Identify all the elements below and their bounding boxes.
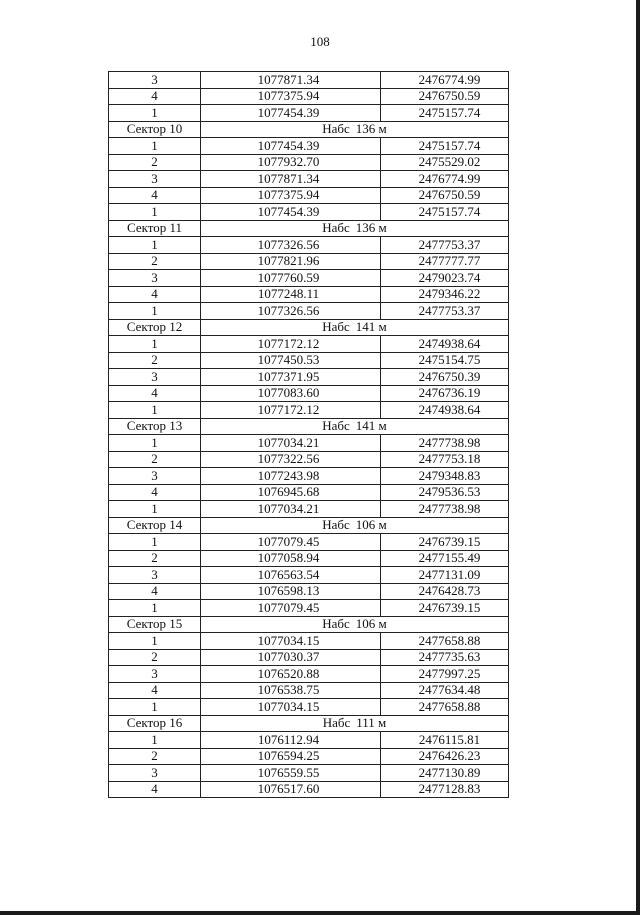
- point-number: 1: [109, 204, 201, 221]
- point-number: 3: [109, 270, 201, 287]
- y-coordinate: 2477130.89: [381, 765, 509, 782]
- sector-name: Сектор 15: [109, 616, 201, 633]
- sector-header-row: [109, 715, 509, 732]
- habs-label: Набс: [322, 418, 350, 434]
- x-coordinate: 1077760.59: [201, 270, 381, 287]
- x-coordinate: 1077326.56: [201, 237, 381, 254]
- habs-value: 141 м: [355, 418, 387, 434]
- sector-header-row: [109, 121, 509, 138]
- point-number: 4: [109, 88, 201, 105]
- x-coordinate: 1077083.60: [201, 385, 381, 402]
- point-number: 4: [109, 583, 201, 600]
- y-coordinate: 2477155.49: [381, 550, 509, 567]
- sector-height: [201, 319, 509, 336]
- x-coordinate: 1077172.12: [201, 336, 381, 353]
- point-number: 1: [109, 336, 201, 353]
- sector-height: [201, 418, 509, 435]
- habs-label: Набс: [322, 319, 350, 335]
- y-coordinate: 2479348.83: [381, 468, 509, 485]
- y-coordinate: 2475154.75: [381, 352, 509, 369]
- x-coordinate: 1077322.56: [201, 451, 381, 468]
- habs-value: 106 м: [355, 616, 387, 632]
- y-coordinate: 2477735.63: [381, 649, 509, 666]
- sector-name: Сектор 12: [109, 319, 201, 336]
- point-number: 4: [109, 187, 201, 204]
- y-coordinate: 2479023.74: [381, 270, 509, 287]
- x-coordinate: 1077248.11: [201, 286, 381, 303]
- y-coordinate: 2477131.09: [381, 567, 509, 584]
- sector-height: [201, 517, 509, 534]
- table-row: [109, 286, 509, 303]
- point-number: 1: [109, 237, 201, 254]
- y-coordinate: 2477777.77: [381, 253, 509, 270]
- point-number: 1: [109, 435, 201, 452]
- point-number: 4: [109, 286, 201, 303]
- sector-coordinates-table: [108, 71, 509, 798]
- habs-value: 106 м: [355, 517, 387, 533]
- point-number: 1: [109, 600, 201, 617]
- x-coordinate: 1077243.98: [201, 468, 381, 485]
- x-coordinate: 1077454.39: [201, 105, 381, 122]
- point-number: 1: [109, 699, 201, 716]
- point-number: 3: [109, 369, 201, 386]
- point-number: 4: [109, 484, 201, 501]
- x-coordinate: 1077371.95: [201, 369, 381, 386]
- table-row: [109, 435, 509, 452]
- point-number: 2: [109, 451, 201, 468]
- y-coordinate: 2476736.19: [381, 385, 509, 402]
- sector-header-row: [109, 319, 509, 336]
- x-coordinate: 1077450.53: [201, 352, 381, 369]
- point-number: 2: [109, 352, 201, 369]
- table-row: [109, 550, 509, 567]
- table-row: [109, 699, 509, 716]
- x-coordinate: 1077058.94: [201, 550, 381, 567]
- sector-name: Сектор 14: [109, 517, 201, 534]
- sector-height: [201, 616, 509, 633]
- point-number: 2: [109, 253, 201, 270]
- y-coordinate: 2476750.59: [381, 88, 509, 105]
- y-coordinate: 2476426.23: [381, 748, 509, 765]
- habs-value: 136 м: [355, 220, 387, 236]
- x-coordinate: 1077871.34: [201, 171, 381, 188]
- x-coordinate: 1076559.55: [201, 765, 381, 782]
- y-coordinate: 2476750.59: [381, 187, 509, 204]
- table-row: [109, 154, 509, 171]
- table-row: [109, 567, 509, 584]
- y-coordinate: 2474938.64: [381, 402, 509, 419]
- table-row: [109, 666, 509, 683]
- y-coordinate: 2477658.88: [381, 699, 509, 716]
- sector-height: [201, 715, 509, 732]
- table-body: [109, 72, 509, 798]
- point-number: 1: [109, 501, 201, 518]
- point-number: 1: [109, 633, 201, 650]
- x-coordinate: 1077932.70: [201, 154, 381, 171]
- point-number: 3: [109, 72, 201, 89]
- y-coordinate: 2479346.22: [381, 286, 509, 303]
- table-row: [109, 171, 509, 188]
- sector-height: [201, 121, 509, 138]
- x-coordinate: 1077821.96: [201, 253, 381, 270]
- y-coordinate: 2477634.48: [381, 682, 509, 699]
- table-row: [109, 72, 509, 89]
- table-row: [109, 583, 509, 600]
- sector-height: [201, 220, 509, 237]
- y-coordinate: 2475157.74: [381, 204, 509, 221]
- y-coordinate: 2474938.64: [381, 336, 509, 353]
- table-row: [109, 501, 509, 518]
- table-row: [109, 732, 509, 749]
- table-row: [109, 237, 509, 254]
- x-coordinate: 1077454.39: [201, 138, 381, 155]
- table-row: [109, 253, 509, 270]
- habs-label: Набс: [322, 715, 351, 731]
- habs-value: 136 м: [355, 121, 387, 137]
- table-row: [109, 303, 509, 320]
- table-row: [109, 270, 509, 287]
- point-number: 3: [109, 468, 201, 485]
- y-coordinate: 2475157.74: [381, 105, 509, 122]
- x-coordinate: 1076563.54: [201, 567, 381, 584]
- x-coordinate: 1076598.13: [201, 583, 381, 600]
- table-row: [109, 649, 509, 666]
- sector-header-row: [109, 220, 509, 237]
- table-row: [109, 682, 509, 699]
- habs-label: Набс: [322, 616, 350, 632]
- point-number: 1: [109, 732, 201, 749]
- y-coordinate: 2476739.15: [381, 600, 509, 617]
- point-number: 4: [109, 385, 201, 402]
- x-coordinate: 1077034.15: [201, 633, 381, 650]
- table-row: [109, 336, 509, 353]
- table-row: [109, 484, 509, 501]
- y-coordinate: 2477128.83: [381, 781, 509, 798]
- y-coordinate: 2477753.37: [381, 237, 509, 254]
- table-row: [109, 765, 509, 782]
- table-row: [109, 468, 509, 485]
- y-coordinate: 2477738.98: [381, 501, 509, 518]
- x-coordinate: 1077079.45: [201, 600, 381, 617]
- x-coordinate: 1076945.68: [201, 484, 381, 501]
- scan-edge-right: [636, 0, 640, 915]
- sector-name: Сектор 13: [109, 418, 201, 435]
- table-row: [109, 633, 509, 650]
- point-number: 4: [109, 781, 201, 798]
- point-number: 2: [109, 649, 201, 666]
- y-coordinate: 2476774.99: [381, 171, 509, 188]
- x-coordinate: 1077375.94: [201, 187, 381, 204]
- habs-label: Набс: [322, 220, 350, 236]
- table-row: [109, 138, 509, 155]
- y-coordinate: 2477658.88: [381, 633, 509, 650]
- y-coordinate: 2476428.73: [381, 583, 509, 600]
- table-row: [109, 187, 509, 204]
- x-coordinate: 1077172.12: [201, 402, 381, 419]
- x-coordinate: 1076517.60: [201, 781, 381, 798]
- x-coordinate: 1077871.34: [201, 72, 381, 89]
- x-coordinate: 1077375.94: [201, 88, 381, 105]
- sector-header-row: [109, 418, 509, 435]
- sector-name: Сектор 16: [109, 715, 201, 732]
- sector-name: Сектор 10: [109, 121, 201, 138]
- table-row: [109, 600, 509, 617]
- scan-edge-bottom: [0, 911, 640, 915]
- table-row: [109, 204, 509, 221]
- y-coordinate: 2477753.37: [381, 303, 509, 320]
- habs-label: Набс: [322, 121, 350, 137]
- x-coordinate: 1077034.21: [201, 501, 381, 518]
- table-row: [109, 105, 509, 122]
- point-number: 1: [109, 105, 201, 122]
- y-coordinate: 2475529.02: [381, 154, 509, 171]
- sector-header-row: [109, 517, 509, 534]
- point-number: 1: [109, 402, 201, 419]
- x-coordinate: 1076594.25: [201, 748, 381, 765]
- table-row: [109, 451, 509, 468]
- point-number: 3: [109, 765, 201, 782]
- point-number: 2: [109, 748, 201, 765]
- x-coordinate: 1077454.39: [201, 204, 381, 221]
- y-coordinate: 2476115.81: [381, 732, 509, 749]
- point-number: 1: [109, 138, 201, 155]
- x-coordinate: 1076112.94: [201, 732, 381, 749]
- point-number: 3: [109, 567, 201, 584]
- x-coordinate: 1077034.21: [201, 435, 381, 452]
- point-number: 3: [109, 171, 201, 188]
- y-coordinate: 2475157.74: [381, 138, 509, 155]
- table-row: [109, 534, 509, 551]
- x-coordinate: 1077034.15: [201, 699, 381, 716]
- point-number: 1: [109, 303, 201, 320]
- sector-header-row: [109, 616, 509, 633]
- x-coordinate: 1076538.75: [201, 682, 381, 699]
- sector-name: Сектор 11: [109, 220, 201, 237]
- table-row: [109, 369, 509, 386]
- x-coordinate: 1077030.37: [201, 649, 381, 666]
- table-row: [109, 385, 509, 402]
- x-coordinate: 1076520.88: [201, 666, 381, 683]
- y-coordinate: 2477997.25: [381, 666, 509, 683]
- point-number: 1: [109, 534, 201, 551]
- y-coordinate: 2476774.99: [381, 72, 509, 89]
- table-row: [109, 781, 509, 798]
- point-number: 3: [109, 666, 201, 683]
- y-coordinate: 2476739.15: [381, 534, 509, 551]
- table-row: [109, 352, 509, 369]
- y-coordinate: 2477738.98: [381, 435, 509, 452]
- habs-value: 111 м: [356, 715, 387, 731]
- habs-label: Набс: [322, 517, 350, 533]
- page-number: 108: [310, 34, 330, 49]
- x-coordinate: 1077326.56: [201, 303, 381, 320]
- point-number: 2: [109, 154, 201, 171]
- habs-value: 141 м: [355, 319, 387, 335]
- y-coordinate: 2479536.53: [381, 484, 509, 501]
- x-coordinate: 1077079.45: [201, 534, 381, 551]
- y-coordinate: 2477753.18: [381, 451, 509, 468]
- table-row: [109, 748, 509, 765]
- point-number: 2: [109, 550, 201, 567]
- point-number: 4: [109, 682, 201, 699]
- table-row: [109, 402, 509, 419]
- table-row: [109, 88, 509, 105]
- y-coordinate: 2476750.39: [381, 369, 509, 386]
